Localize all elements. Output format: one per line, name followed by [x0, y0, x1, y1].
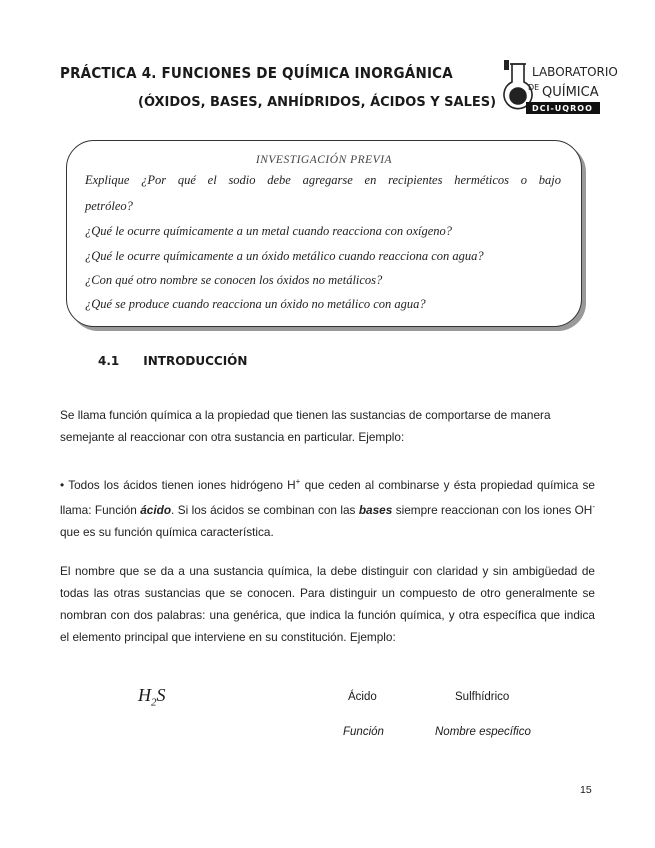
- text-fragment: que es su función química característica.: [60, 524, 274, 539]
- question-5: ¿Qué se produce cuando reacciona un óxido no metálico con agua?: [85, 297, 426, 311]
- question-1-continued: petróleo?: [85, 199, 133, 213]
- text-fragment: siempre reaccionan con los iones OH: [392, 502, 593, 517]
- superscript-plus: +: [295, 477, 301, 486]
- bullet: •: [60, 477, 65, 492]
- text-fragment: Todos los ácidos tienen iones hidrógeno H: [68, 477, 296, 492]
- page-subtitle: (ÓXIDOS, BASES, ANHÍDRIDOS, ÁCIDOS Y SALES): [138, 95, 497, 110]
- svg-text:DE: DE: [528, 83, 540, 92]
- research-heading: INVESTIGACIÓN PREVIA: [255, 154, 393, 166]
- text-fragment: . Si los ácidos se combinan con las: [171, 502, 359, 517]
- question-2: ¿Qué le ocurre químicamente a un metal cuando reacciona con oxígeno?: [85, 224, 453, 238]
- term-bases: bases: [358, 502, 393, 517]
- svg-text:LABORATORIO: LABORATORIO: [532, 65, 618, 79]
- section-heading: [98, 354, 247, 368]
- example-generic-label: Función: [343, 726, 384, 738]
- text-fragment: que ceden al combinarse y ésta propiedad química se llama: Función: [60, 477, 595, 517]
- formula-element: H: [138, 685, 151, 705]
- paragraph-acids: [60, 471, 595, 543]
- superscript-minus: -: [592, 501, 595, 511]
- svg-text:DCI-UQROO: DCI-UQROO: [532, 104, 593, 113]
- question-3: ¿Qué le ocurre químicamente a un óxido metálico cuando reacciona con agua?: [85, 249, 484, 263]
- paragraph-definition: Se llama función química a la propiedad que tienen las sustancias de comportarse de manera semejante al reaccionar con otra sustancia en particular. Ejemplo:: [60, 408, 551, 444]
- example-formula: [138, 685, 166, 709]
- formula-element: S: [156, 685, 166, 705]
- question-4: ¿Con qué otro nombre se conocen los óxidos no metálicos?: [85, 273, 383, 287]
- paragraph-naming: El nombre que se da a una sustancia química, la debe distinguir con claridad y sin ambigüedad de todas las otras sustancias que se conocen. Para distinguir un compuesto de otro generalmente se nombran con dos palabras: una genérica, que indica la función química, y otra específica que indica el elemento principal que interviene en su constitución. Ejemplo:: [60, 564, 595, 644]
- section-number: 4.1: [98, 354, 120, 368]
- example-specific-word: Sulfhídrico: [455, 691, 510, 703]
- question-1: Explique ¿Por qué el sodio debe agregarse en recipientes herméticos o bajo: [85, 173, 561, 187]
- formula-subscript: 2: [151, 696, 157, 709]
- svg-text:QUÍMICA: QUÍMICA: [542, 85, 599, 100]
- section-title: INTRODUCCIÓN: [143, 354, 248, 368]
- page-number: 15: [580, 784, 592, 796]
- research-box: [66, 140, 582, 327]
- example-generic-word: Ácido: [348, 691, 377, 703]
- term-acid: ácido: [140, 502, 172, 517]
- page-title: PRÁCTICA 4. FUNCIONES DE QUÍMICA INORGÁNICA: [60, 64, 453, 82]
- example-specific-label: Nombre específico: [435, 726, 531, 738]
- lab-logo: [498, 58, 618, 118]
